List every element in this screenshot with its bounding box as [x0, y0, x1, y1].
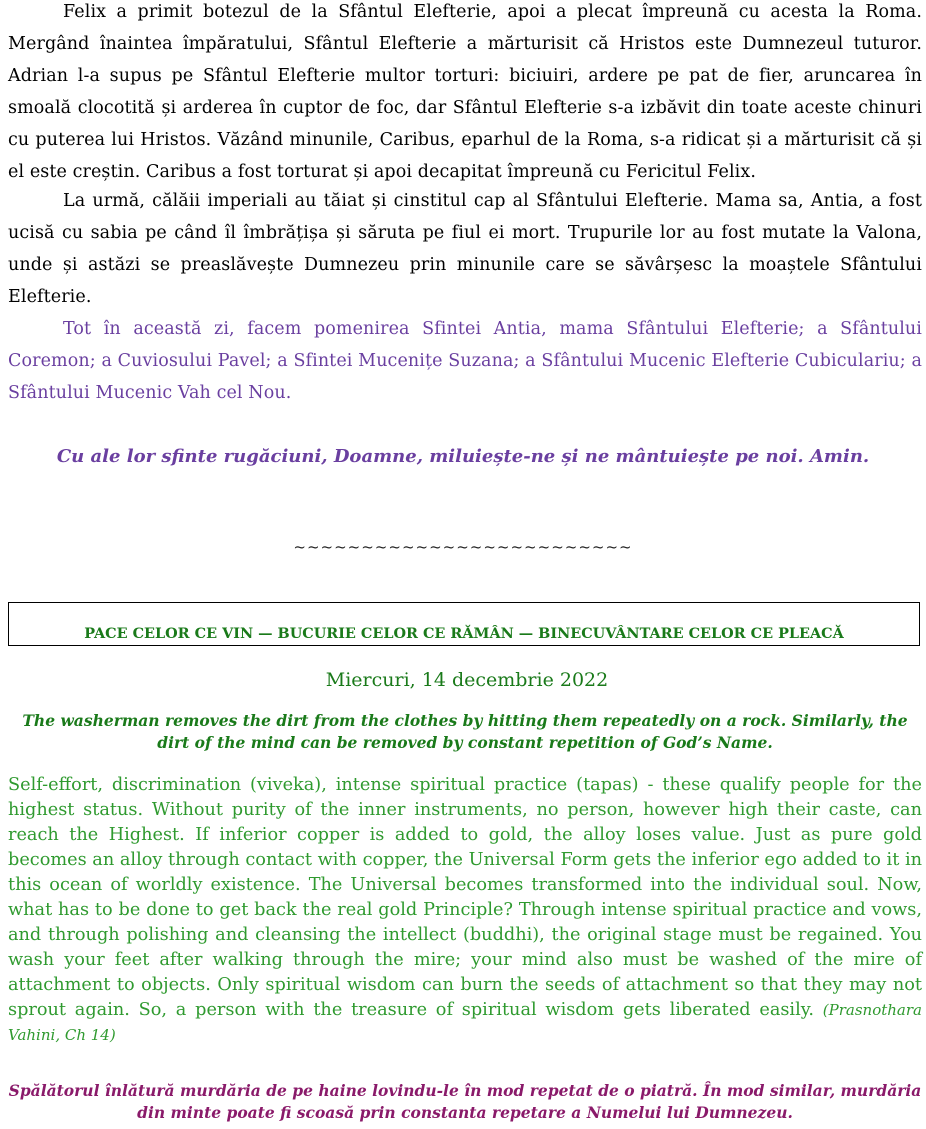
thought-quote-romanian: Spălătorul înlătură murdăria de pe haine lovindu-le în mod repetat de o piatră. În mod similar, murdăria din minte poate fi scoasă prin constanta repetare a Numelui lui Dumnezeu. — [8, 1081, 922, 1122]
ro-commemoration-paragraph: Tot în această zi, facem pomenirea Sfintei Antia, mama Sfântului Elefterie; a Sfântului Coremon; a Cuviosului Pavel; a Sfintei Mucenițe Suzana; a Sfântului Mucenic Elefterie Cubiculariu; a Sfântului Mucenic Vah cel Nou. — [8, 319, 922, 403]
thought-body-text: Self-effort, discrimination (viveka), intense spiritual practice (tapas) - these qualify people for the highest status. Without purity of the inner instruments, no person, however high their caste, can reach the Highest. If inferior copper is added to gold, the alloy loses value. Just as pure gold becomes an alloy through contact with copper, the Universal Form gets the inferior ego added to it in this ocean of worldly existence. The Universal becomes transformed into the individual soul. Now, what has to be done to get back the real gold Principle? Through intense spiritual practice and vows, and through polishing and cleansing the intellect (buddhi), the original stage must be regained. You wash your feet after walking through the mire; your mind also must be washed of the mire of attachment to objects. Only spiritual wisdom can burn the seeds of attachment so that they may not sprout again. So, a person with the treasure of spiritual wisdom gets liberated easily. — [8, 775, 922, 1020]
thought-body-english — [8, 773, 922, 1048]
prayer-line: Cu ale lor sfinte rugăciuni, Doamne, miluiește-ne și ne mântuiește pe noi. Amin. — [56, 446, 870, 467]
ro-paragraph-1: Felix a primit botezul de la Sfântul Elefterie, apoi a plecat împreună cu acesta la Roma. Mergând înaintea împăratului, Sfântul Elefterie a mărturisit că Hristos este Dumnezeul tuturor. Adrian l-a supus pe Sfântul Elefterie multor torturi: biciuiri, ardere pe pat de fier, aruncarea în smoală clocotită și arderea în cuptor de foc, dar Sfântul Elefterie s-a izbăvit din toate aceste chinuri cu puterea lui Hristos. Văzând minunile, Caribus, eparhul de la Roma, s-a ridicat și a mărturisit că și el este creștin. Caribus a fost torturat și apoi decapitat împreună cu Fericitul Felix. — [8, 2, 922, 182]
source-citation: (Prasnothara Vahini, Ch 14) — [8, 1001, 922, 1044]
ro-paragraph-2: La urmă, călăii imperiali au tăiat și cinstitul cap al Sfântului Elefterie. Mama sa, Antia, a fost ucisă cu sabia pe când îl îmbrățișa și săruta pe fiul ei mort. Trupurile lor au fost mutate la Valona, unde și astăzi se preaslăvește Dumnezeu prin minunile care se săvârșesc la moaștele Sfântului Elefterie. — [8, 191, 922, 307]
section-separator: ~~~~~~~~~~~~~~~~~~~~~~~~~ — [293, 538, 633, 556]
thought-quote-english: The washerman removes the dirt from the clothes by hitting them repeatedly on a rock. Similarly, the dirt of the mind can be removed by constant repetition of God’s Name. — [22, 711, 908, 752]
motto-banner — [8, 602, 920, 646]
motto-banner-text: PACE CELOR CE VIN — BUCURIE CELOR CE RĂMÂN — BINECUVÂNTARE CELOR CE PLEACĂ — [84, 625, 844, 642]
date-heading: Miercuri, 14 decembrie 2022 — [325, 669, 609, 691]
